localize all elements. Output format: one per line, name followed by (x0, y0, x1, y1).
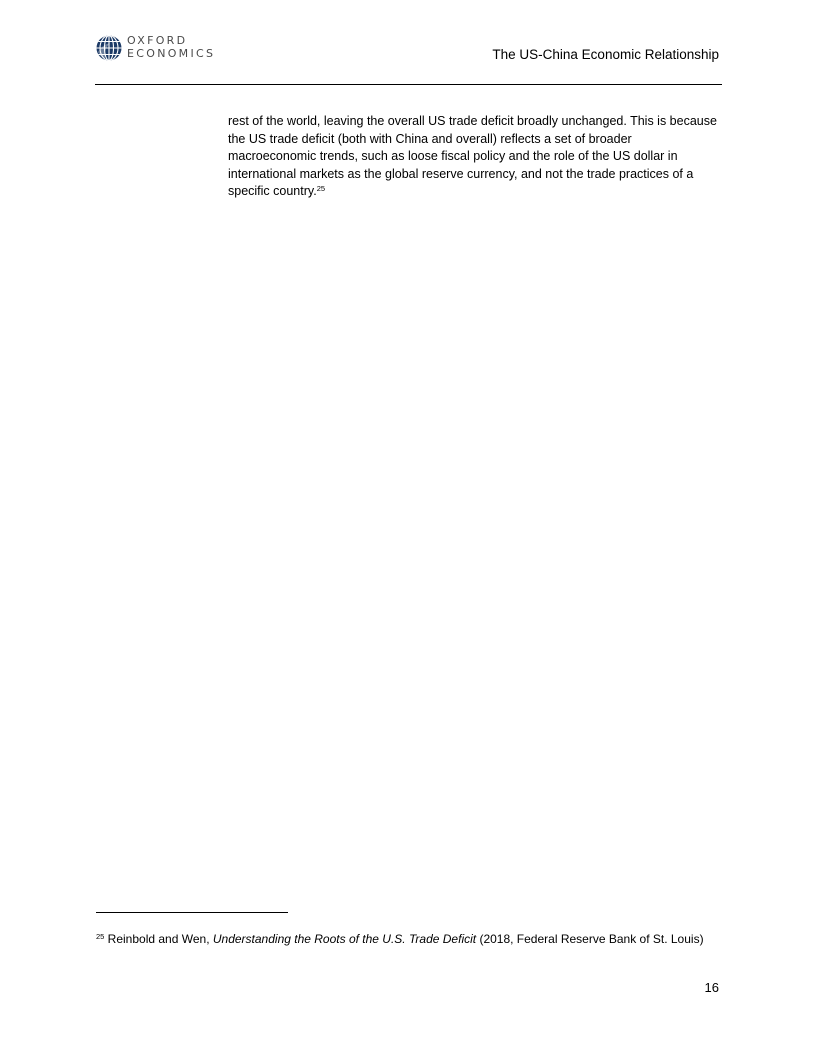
body-paragraph (228, 113, 722, 201)
header-divider (95, 84, 722, 85)
footnote-number: 25 (96, 932, 105, 941)
page-number: 16 (704, 980, 719, 995)
footnote-prefix: Reinbold and Wen, (104, 932, 213, 946)
globe-icon (96, 35, 122, 61)
logo-line-1: OXFORD (127, 34, 188, 47)
paragraph-text: rest of the world, leaving the overall US trade deficit broadly unchanged. This is because the US trade deficit (both with China and overall) reflects a set of broader macroeconomic trends, such as loose fiscal policy and the role of the US dollar in international markets as the global reserve currency, and not the trade practices of a specific country. (228, 114, 717, 199)
footnote-suffix: (2018, Federal Reserve Bank of St. Louis) (476, 932, 704, 946)
footnote (96, 932, 726, 947)
running-header-title: The US-China Economic Relationship (492, 47, 719, 62)
footnote-divider (96, 912, 288, 913)
logo-wordmark (127, 35, 215, 60)
oxford-economics-logo (96, 34, 256, 64)
logo-line-2: ECONOMICS (127, 46, 216, 60)
footnote-reference[interactable]: 25 (316, 184, 326, 194)
footnote-source-title: Understanding the Roots of the U.S. Trade Deficit (212, 932, 477, 946)
